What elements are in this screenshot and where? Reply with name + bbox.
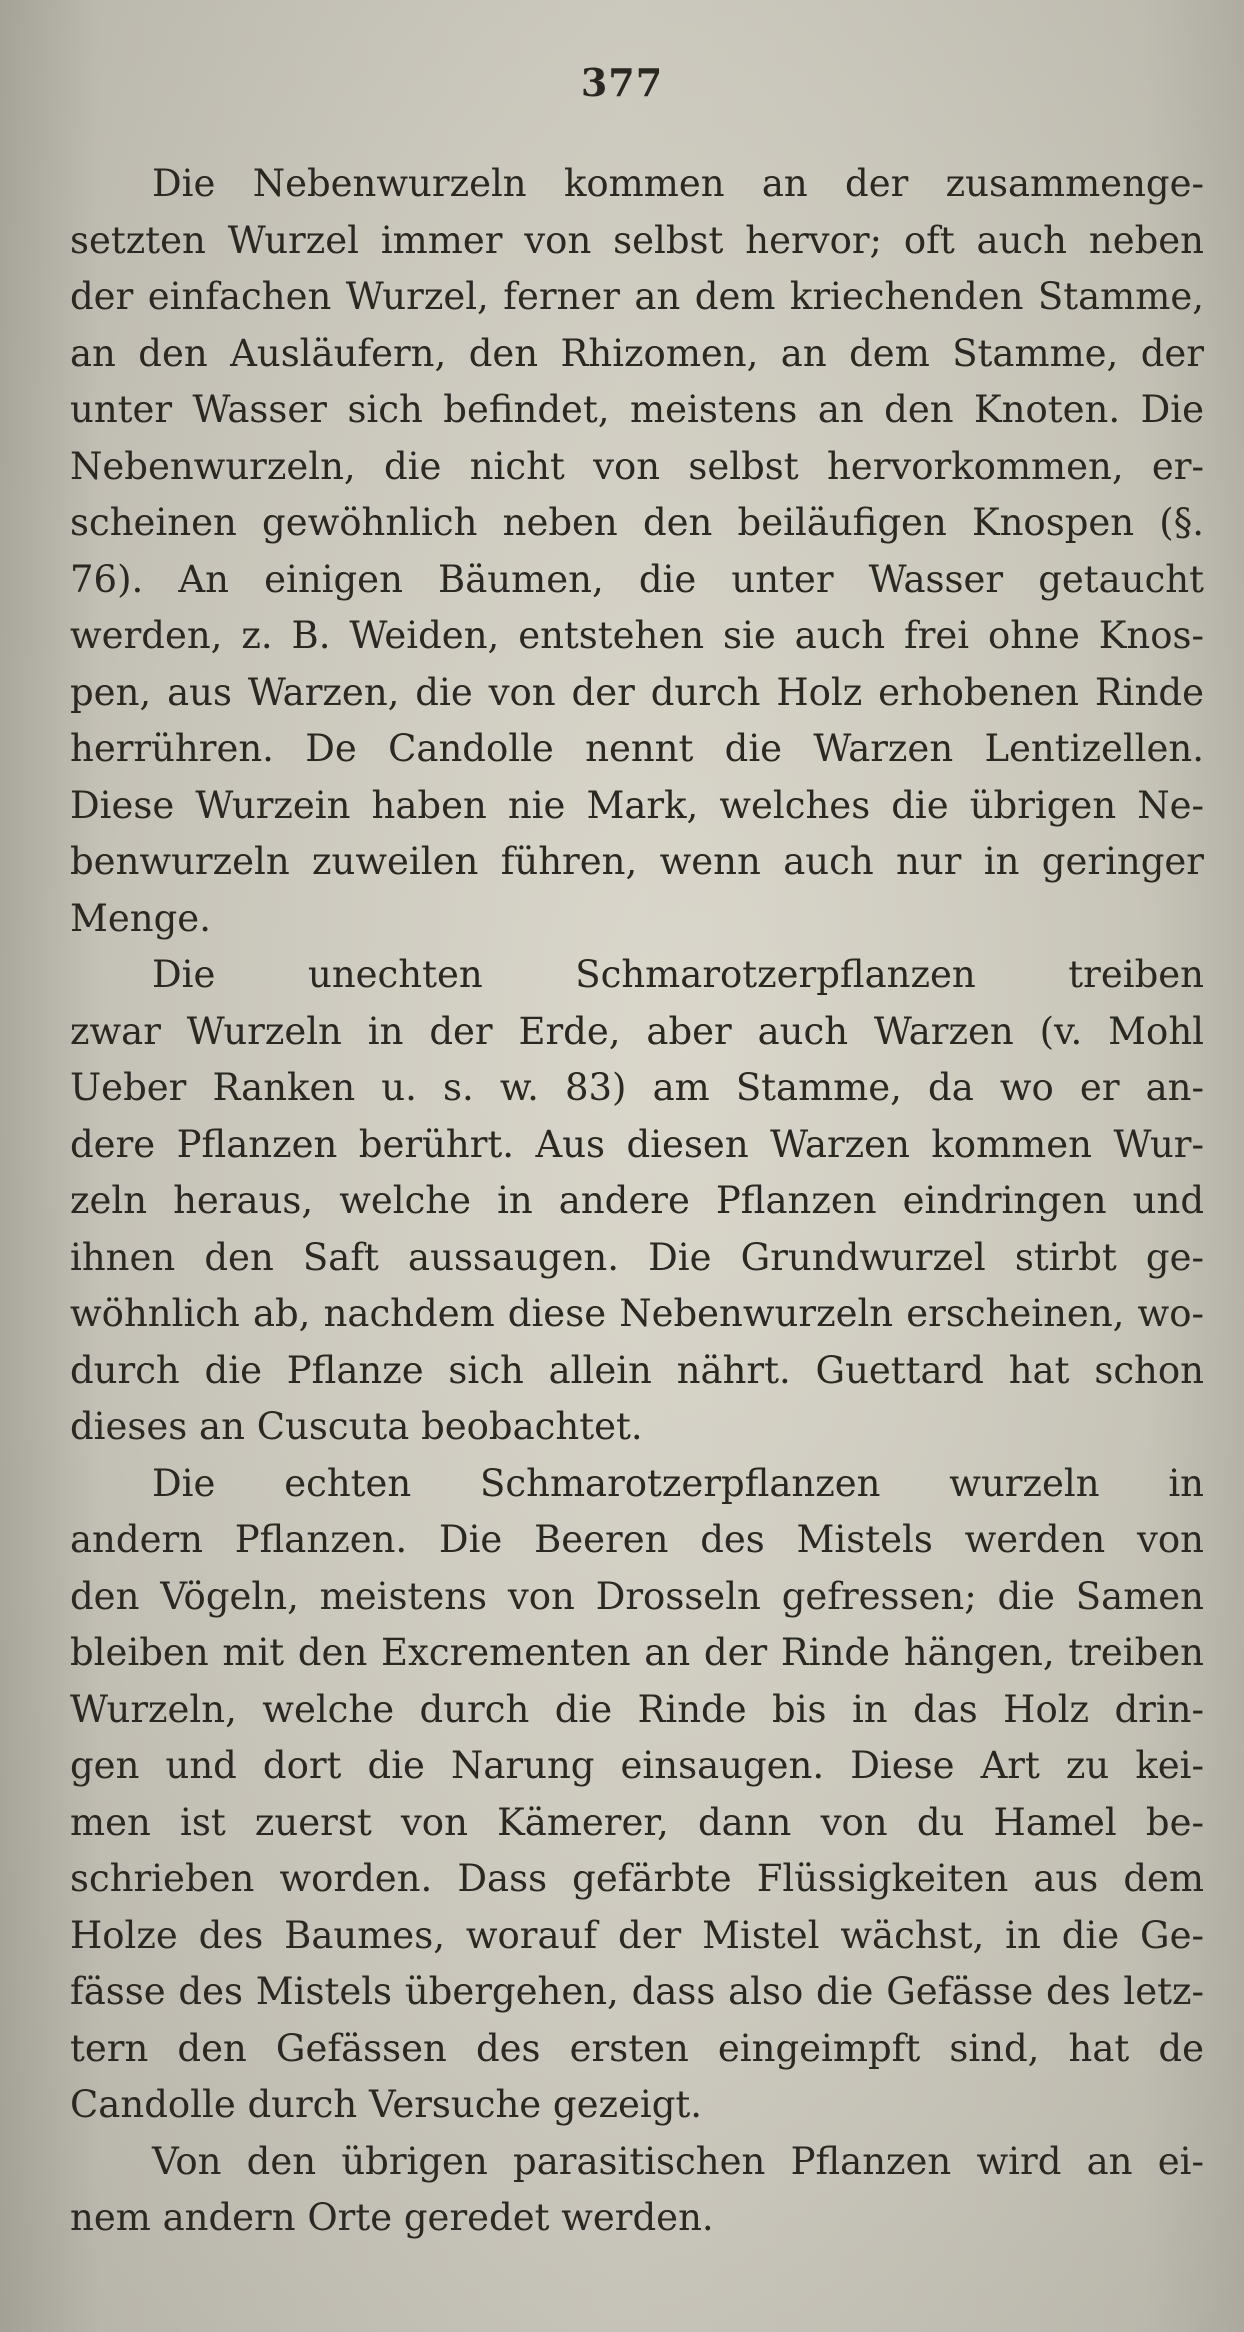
text-line: an den Ausläufern, den Rhizomen, an dem Stamme, der xyxy=(70,331,1204,375)
text-line: Menge. xyxy=(70,896,211,940)
text-line: werden, z. B. Weiden, entstehen sie auch frei ohne Knos- xyxy=(70,614,1204,657)
text-line: zwar Wurzeln in der Erde, aber auch Warzen (v. Mohl xyxy=(70,1009,1204,1053)
text-line: benwurzeln zuweilen führen, wenn auch nur in geringer xyxy=(70,840,1204,883)
text-line: schrieben worden. Dass gefärbte Flüssigkeiten aus dem xyxy=(70,1857,1204,1900)
text-line: nem andern Orte geredet werden. xyxy=(70,2196,714,2239)
text-line: Die echten Schmarotzerpflanzen wurzeln in xyxy=(152,1461,1204,1505)
text-line: Candolle durch Versuche gezeigt. xyxy=(70,2083,703,2126)
text-line: wöhnlich ab, nachdem diese Nebenwurzeln erscheinen, wo- xyxy=(70,1292,1204,1335)
text-line: pen, aus Warzen, die von der durch Holz erhobenen Rinde xyxy=(70,670,1204,714)
text-line: Nebenwurzeln, die nicht von selbst hervorkommen, er- xyxy=(70,444,1204,488)
text-line: Die unechten Schmarotzerpflanzen treiben xyxy=(152,953,1204,996)
text-line: Diese Wurzein haben nie Mark, welches die übrigen Ne- xyxy=(70,783,1204,827)
text-line: Die Nebenwurzeln kommen an der zusammenge- xyxy=(152,162,1204,205)
text-line: Ueber Ranken u. s. w. 83) am Stamme, da wo er an- xyxy=(70,1066,1204,1109)
text-line: Holze des Baumes, worauf der Mistel wächst, in die Ge- xyxy=(70,1913,1204,1957)
text-line: ihnen den Saft aussaugen. Die Grundwurzel stirbt ge- xyxy=(70,1235,1204,1279)
text-line: durch die Pflanze sich allein nährt. Guettard hat schon xyxy=(70,1348,1204,1392)
text-line: zeln heraus, welche in andere Pflanzen eindringen und xyxy=(70,1179,1204,1222)
text-line: Von den übrigen parasitischen Pflanzen wird an ei- xyxy=(152,2139,1204,2183)
text-line: der einfachen Wurzel, ferner an dem kriechenden Stamme, xyxy=(70,275,1204,318)
text-line: gen und dort die Narung einsaugen. Diese Art zu kei- xyxy=(70,1744,1204,1787)
text-line: fässe des Mistels übergehen, dass also die Gefässe des letz- xyxy=(70,1970,1204,2013)
text-line: dieses an Cuscuta beobachtet. xyxy=(70,1405,643,1448)
text-line: dere Pflanzen berührt. Aus diesen Warzen kommen Wur- xyxy=(70,1122,1204,1166)
text-line: andern Pflanzen. Die Beeren des Mistels werden von xyxy=(70,1518,1204,1561)
text-line: 76). An einigen Bäumen, die unter Wasser getaucht xyxy=(70,557,1204,601)
text-line: herrühren. De Candolle nennt die Warzen Lentizellen. xyxy=(70,727,1204,770)
text-line: den Vögeln, meistens von Drosseln gefressen; die Samen xyxy=(70,1574,1204,1618)
text-line: scheinen gewöhnlich neben den beiläufigen Knospen (§. xyxy=(70,501,1204,544)
text-line: setzten Wurzel immer von selbst hervor; oft auch neben xyxy=(70,218,1204,262)
text-line: Wurzeln, welche durch die Rinde bis in das Holz drin- xyxy=(70,1687,1204,1731)
text-line: tern den Gefässen des ersten eingeimpft sind, hat de xyxy=(70,2026,1204,2070)
page-number: 377 xyxy=(580,60,664,105)
text-line: men ist zuerst von Kämerer, dann von du Hamel be- xyxy=(70,1800,1204,1844)
text-line: bleiben mit den Excrementen an der Rinde hängen, treiben xyxy=(70,1631,1204,1674)
text-line: unter Wasser sich befindet, meistens an den Knoten. Die xyxy=(70,388,1204,431)
body-text xyxy=(70,156,1204,2247)
